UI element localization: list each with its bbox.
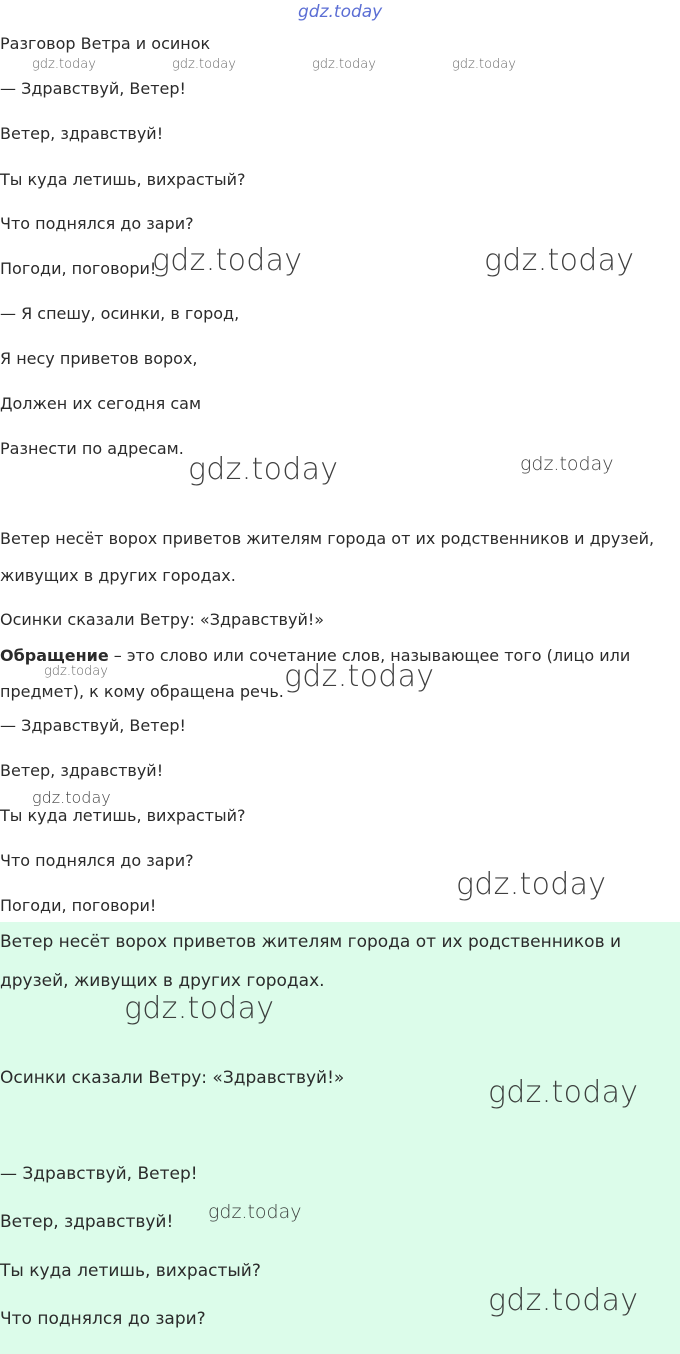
example-line: Ты куда летишь, вихрастый?	[0, 806, 246, 825]
example-line: — Здравствуй, Ветер!	[0, 716, 186, 735]
watermark-medium: gdz.today	[520, 453, 614, 475]
watermark-large: gdz.today	[488, 1283, 639, 1318]
watermark-small: gdz.today	[312, 57, 376, 72]
example-line: Погоди, поговори!	[0, 896, 157, 915]
poem-line: — Здравствуй, Ветер!	[0, 79, 186, 98]
watermark-medium: gdz.today	[32, 788, 111, 807]
green-answer-text: друзей, живущих в других городах.	[0, 971, 325, 991]
poem-line: Ветер, здравствуй!	[0, 124, 164, 143]
green-line: Что поднялся до зари?	[0, 1309, 206, 1329]
green-answer-text: Ветер несёт ворох приветов жителям города от их родственников и	[0, 932, 622, 952]
watermark-small: gdz.today	[172, 57, 236, 72]
definition-line: предмет), к кому обращена речь.	[0, 682, 284, 701]
poem-line: Ты куда летишь, вихрастый?	[0, 170, 246, 189]
watermark-large: gdz.today	[152, 243, 303, 278]
answer-text: Ветер несёт ворох приветов жителям города от их родственников и друзей,	[0, 529, 655, 548]
definition-term: Обращение	[0, 646, 109, 665]
example-line: Ветер, здравствуй!	[0, 761, 164, 780]
green-line: — Здравствуй, Ветер!	[0, 1164, 198, 1184]
watermark-medium: gdz.today	[208, 1201, 302, 1223]
green-line: Ветер, здравствуй!	[0, 1212, 174, 1232]
watermark-large: gdz.today	[284, 659, 435, 694]
poem-line: Разнести по адресам.	[0, 439, 184, 458]
example-line: Что поднялся до зари?	[0, 851, 194, 870]
poem-line: Погоди, поговори!	[0, 259, 157, 278]
header-watermark: gdz.today	[298, 2, 383, 22]
watermark-large: gdz.today	[484, 243, 635, 278]
watermark-small: gdz.today	[32, 57, 96, 72]
watermark-large: gdz.today	[124, 991, 275, 1026]
poem-line: Должен их сегодня сам	[0, 394, 202, 413]
answer-text: Осинки сказали Ветру: «Здравствуй!»	[0, 610, 325, 629]
watermark-small: gdz.today	[44, 664, 108, 679]
green-answer-text: Осинки сказали Ветру: «Здравствуй!»	[0, 1068, 345, 1088]
watermark-small: gdz.today	[452, 57, 516, 72]
poem-line: Что поднялся до зари?	[0, 214, 194, 233]
watermark-large: gdz.today	[488, 1075, 639, 1110]
poem-line: Я несу приветов ворох,	[0, 349, 198, 368]
answer-text: живущих в других городах.	[0, 566, 236, 585]
poem-line: — Я спешу, осинки, в город,	[0, 304, 240, 323]
watermark-large: gdz.today	[456, 867, 607, 902]
green-line: Ты куда летишь, вихрастый?	[0, 1261, 261, 1281]
poem-title: Разговор Ветра и осинок	[0, 34, 211, 53]
watermark-large: gdz.today	[188, 452, 339, 487]
definition-text: – это слово или сочетание слов, называющее того (лицо или	[108, 646, 631, 665]
